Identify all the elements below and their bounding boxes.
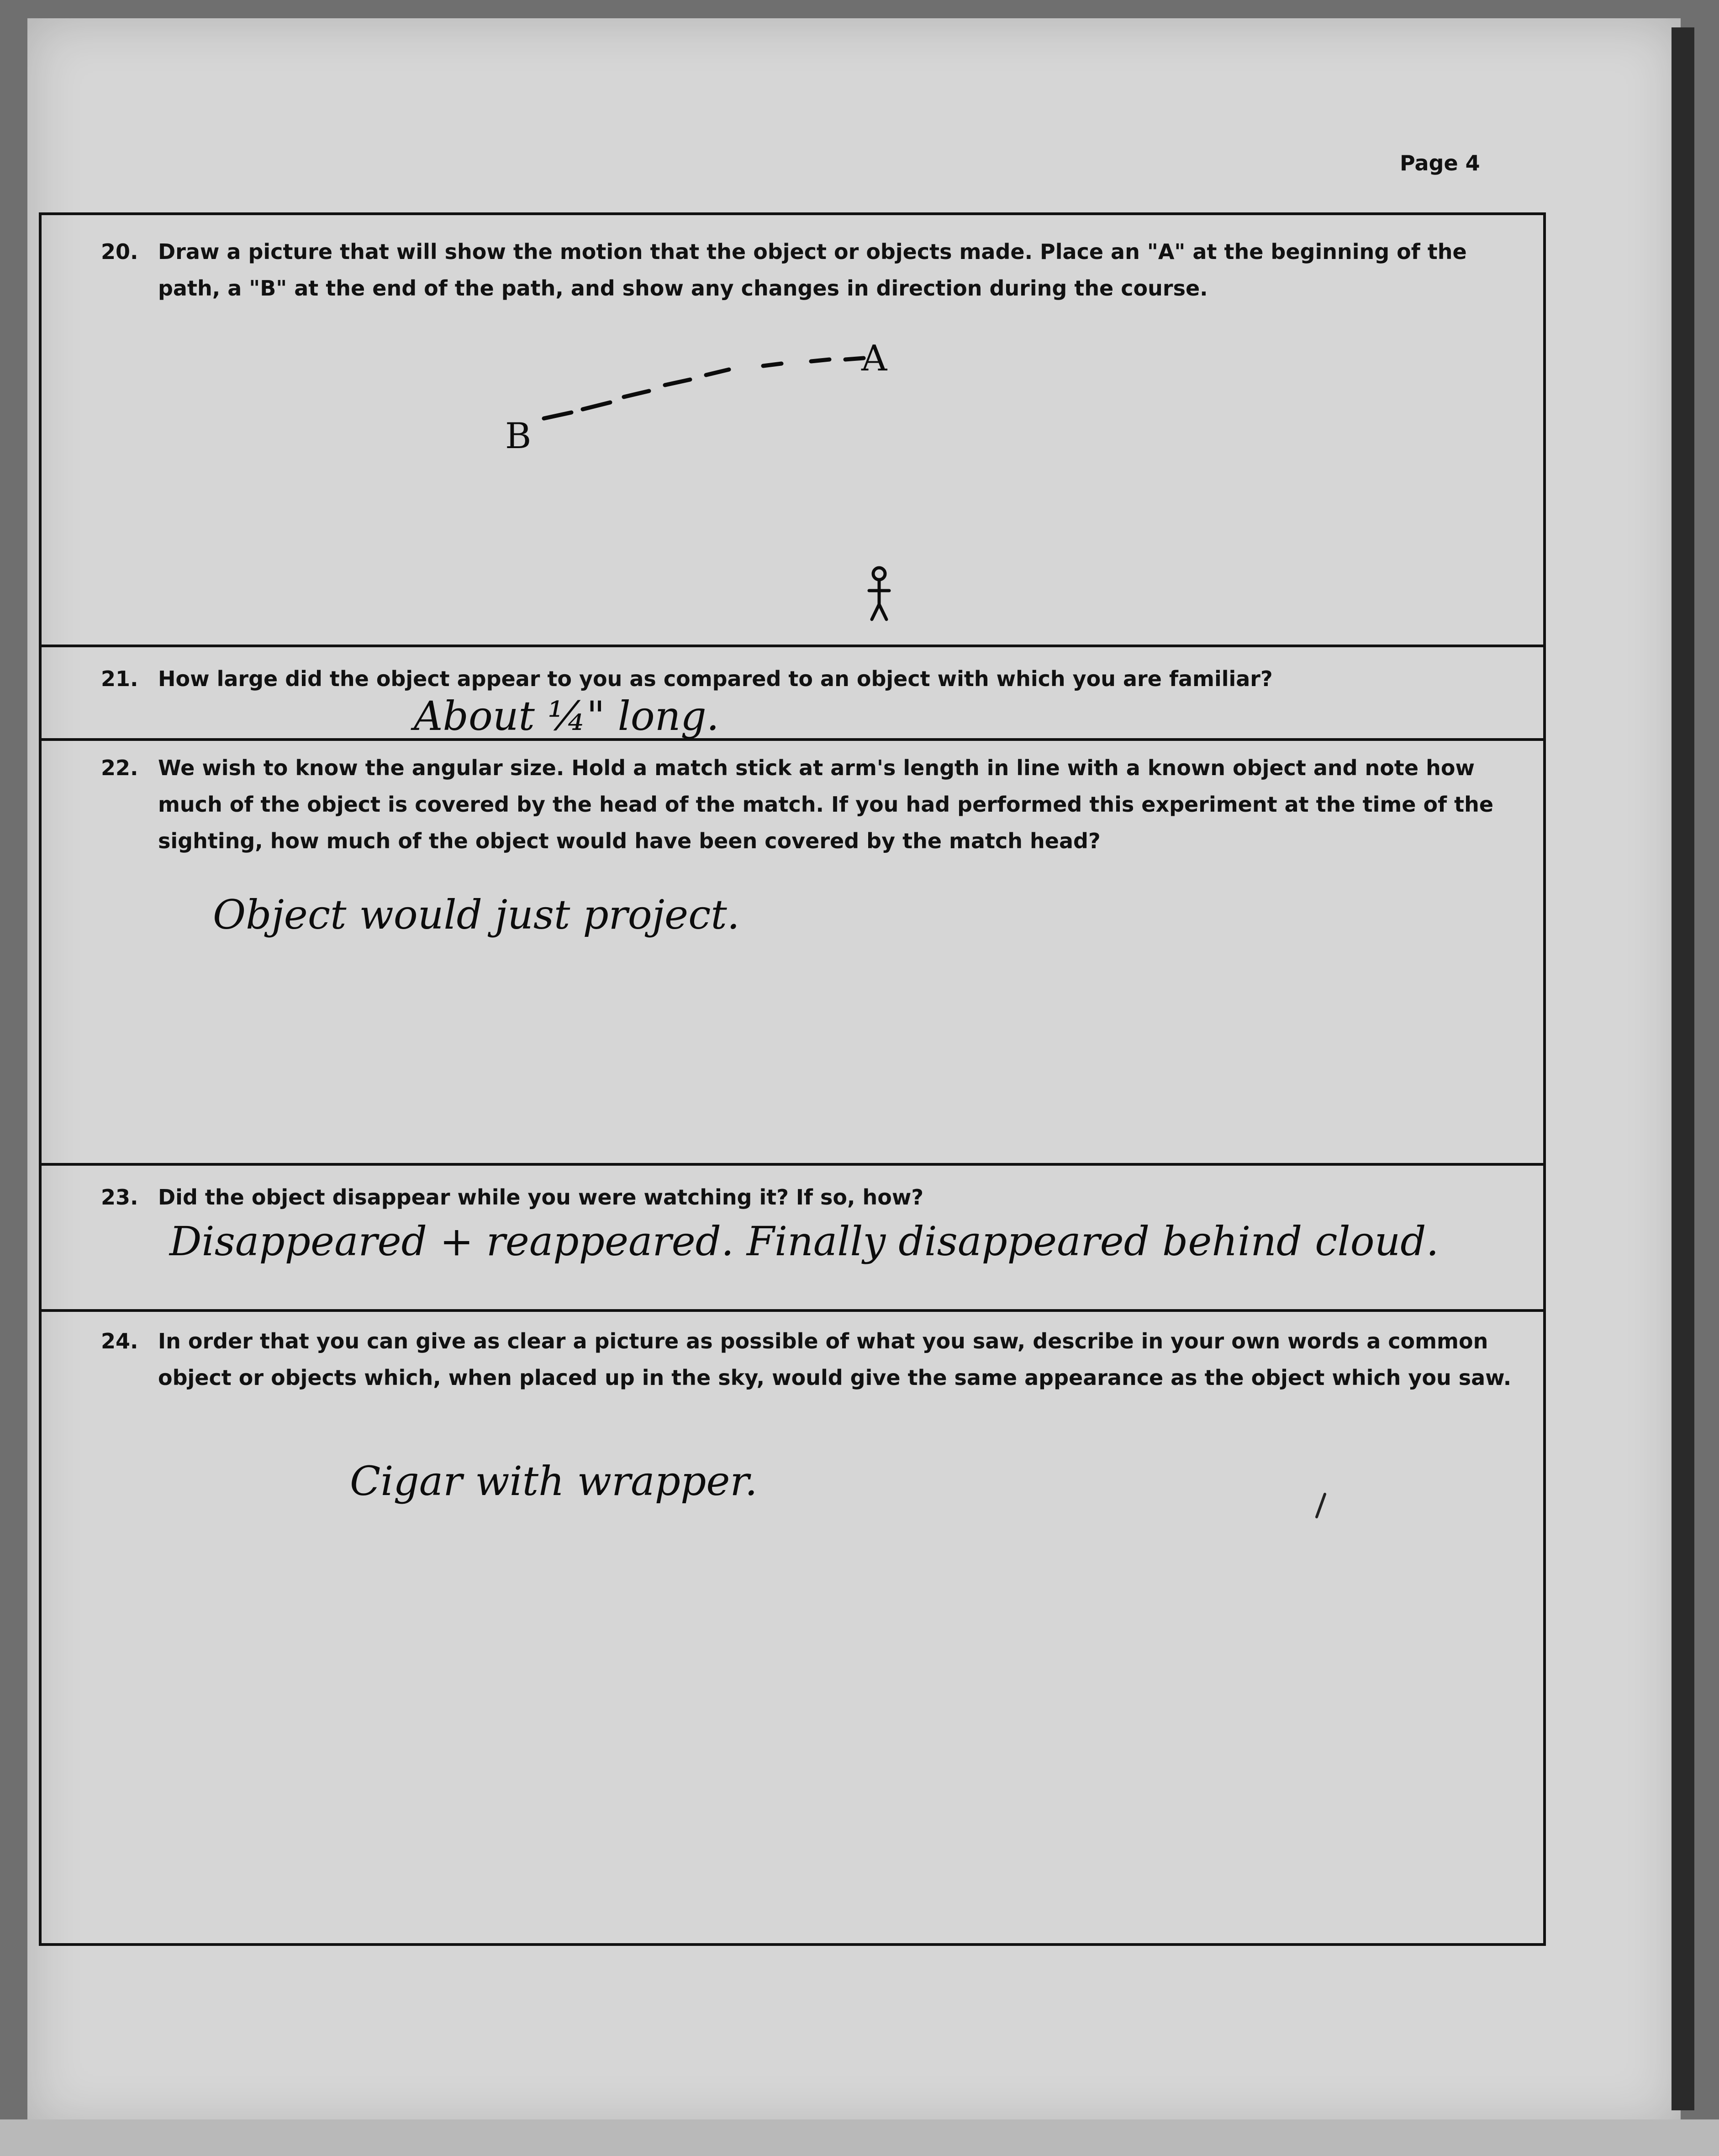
path-dash xyxy=(583,402,610,409)
question-21 xyxy=(101,661,1517,697)
scan-edge-shadow xyxy=(1672,27,1694,2110)
answer-22-handwritten: Object would just project. xyxy=(213,891,740,938)
section-divider xyxy=(42,738,1543,741)
question-number: 22. xyxy=(101,756,138,780)
answer-21-handwritten: About ¼" long. xyxy=(414,692,719,740)
question-text: Draw a picture that will show the motion that the object or objects made. Place an "A" at the beginning of the path, a "B" at the end of the path, and show any changes in direction during the course. xyxy=(158,239,1467,301)
stick-figure-observer xyxy=(869,568,889,619)
question-number: 20. xyxy=(101,239,138,264)
question-24 xyxy=(101,1323,1517,1396)
path-dash xyxy=(624,391,649,397)
path-end-label: B xyxy=(505,416,532,457)
path-dash xyxy=(706,370,729,375)
scan-bottom-band xyxy=(0,2119,1719,2156)
path-dash xyxy=(763,364,781,366)
section-divider xyxy=(42,1163,1543,1166)
question-text: How large did the object appear to you as compared to an object with which you are familiar? xyxy=(158,666,1273,691)
section-divider xyxy=(42,645,1543,647)
question-number: 23. xyxy=(101,1185,138,1210)
question-text: We wish to know the angular size. Hold a match stick at arm's length in line with a known object and note how much of the object is covered by the head of the match. If you had performed this experiment at the time of the sighting, how much of the object would have been covered by the match head? xyxy=(158,756,1494,853)
answer-23-handwritten: Disappeared + reappeared. Finally disappeared behind cloud. xyxy=(169,1218,1439,1265)
question-number: 21. xyxy=(101,666,138,691)
question-number: 24. xyxy=(101,1329,138,1353)
stray-pen-mark xyxy=(1311,1490,1329,1526)
path-dash xyxy=(811,359,829,361)
path-dash xyxy=(665,380,690,385)
page-number: Page 4 xyxy=(1400,151,1480,175)
section-divider xyxy=(42,1309,1543,1312)
questionnaire-form xyxy=(39,212,1546,1946)
question-text: In order that you can give as clear a picture as possible of what you saw, describe in your own words a common object or objects which, when placed up in the sky, would give the same appearance as the object which you saw. xyxy=(158,1329,1512,1390)
question-23 xyxy=(101,1179,1517,1215)
path-start-label: A xyxy=(861,338,887,379)
question-22 xyxy=(101,750,1517,859)
path-dash xyxy=(845,358,864,359)
question-text: Did the object disappear while you were watching it? If so, how? xyxy=(158,1185,924,1210)
answer-24-handwritten: Cigar with wrapper. xyxy=(350,1458,758,1505)
path-dash xyxy=(544,412,571,418)
